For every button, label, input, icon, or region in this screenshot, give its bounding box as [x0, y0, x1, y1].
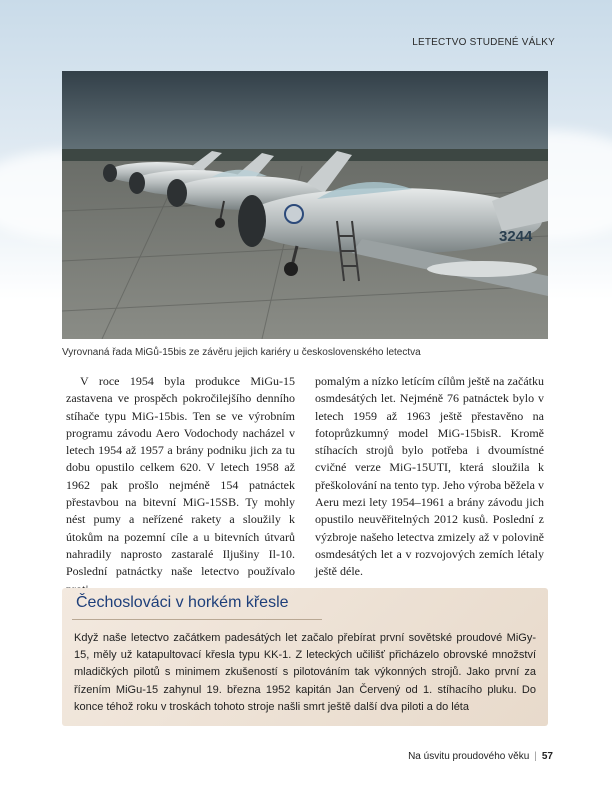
jets-photo: [62, 71, 548, 339]
sidebar-title-rule: [72, 619, 322, 620]
footer-section-title: Na úsvitu proudového věku: [408, 751, 530, 762]
paragraph-left: V roce 1954 byla produkce MiGu-15 zastavena ve prospěch pokročilejšího denního stíhače typu MiG-15bis. Ten se ve výrobním programu závodu Aero Vodochody nacházel v letech 1954 až 1957 a brány podniku jich za tu dobu opustilo celkem 620. V letech 1958 až 1962 pak prošlo nejméně 154 patnáctek přestavbou na bitevní MiG-15SB. Ty mohly nést pumy a neřízené rakety a sloužily k útokům na pozemní cíle a u bitevních útvarů nahradily naprosto zastaralé Iljušiny Il-10. Poslední patnáctky naše letectvo používalo: [66, 374, 295, 579]
right-column: [315, 373, 544, 598]
page-number: 57: [541, 751, 553, 762]
paragraph-right: pomalým a nízko letícím cílům ještě na začátku osmdesátých let. Nejméně 76 patnáctek bylo v letech 1959 až 1963 ještě přestavěno na fotoprůzkumný model MiG-15bisR. Kromě stíhacích strojů bylo potřeba i dvoumístné cvičné verze MiG-15UTI, která sloužila k přeškolování na tento typ. Jeho výroba běžela v Aeru mezi lety 1954–1961 a brány závodu jich opustilo neuvěřitelných 2012 kusů. Poslední z výzbroje našeho letectva zmizely až v polovině osmdesátých let a v rozvojových zemích létaly ještě déle.: [315, 374, 544, 579]
sidebar-box: [62, 588, 548, 726]
sidebar-text: Když naše letectvo začátkem padesátých let začalo přebírat první sovětské proudové MiGy-15, měly už katapultovací křesla typu KK-1. Z leteckých učilišť přicházelo obrovské množství mladičkých pilotů s minimem zkušeností s pilotováním tak výkonných strojů. Jako první za řízením MiGu-15 zahynul 19. března 1952 kapitán Jan Červený od 1. stíhacího pluku. Do konce téhož roku v troskách tohoto stroje našli smrt ještě další dva piloti a do léta: [74, 632, 536, 713]
body-text: [66, 373, 544, 598]
page-footer: [408, 751, 553, 762]
left-column: [66, 373, 295, 598]
footer-separator: |: [534, 751, 537, 762]
photo-caption: Vyrovnaná řada MiGů-15bis ze závěru jejich kariéry u československého letectva: [62, 347, 421, 358]
sidebar-title: Čechoslováci v horkém křesle: [76, 594, 289, 611]
jets-photo-illustration: [62, 71, 548, 339]
running-head: LETECTVO STUDENÉ VÁLKY: [412, 37, 555, 48]
tail-number: 3244: [499, 228, 533, 245]
